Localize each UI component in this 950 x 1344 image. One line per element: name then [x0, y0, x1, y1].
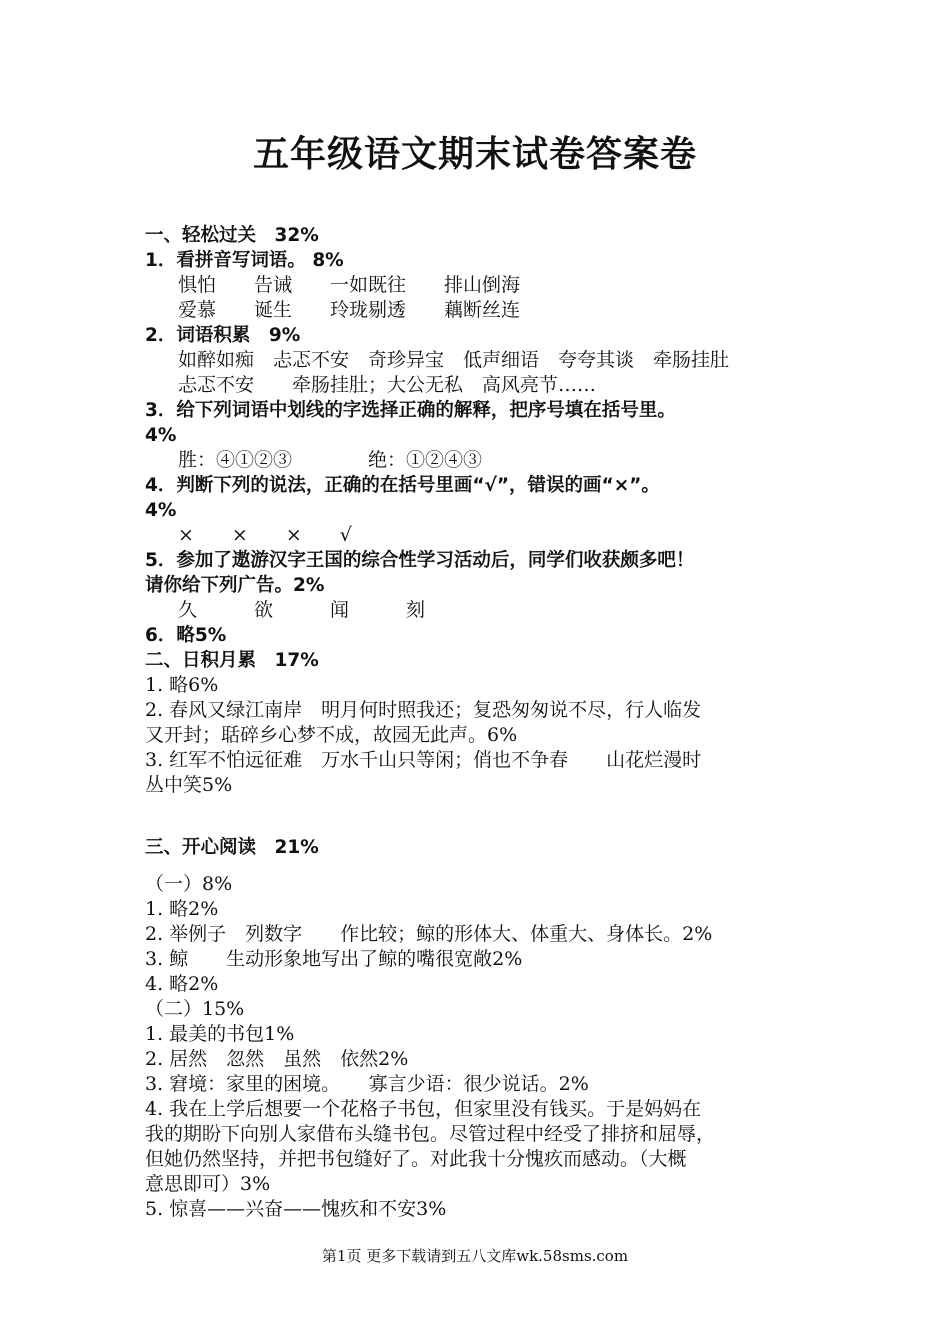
question-heading: 3．给下列词语中划线的字选择正确的解释，把序号填在括号里。 [145, 400, 676, 421]
question-heading: 5．参加了遨游汉字王国的综合性学习活动后，同学们收获颇多吧！ [145, 550, 695, 571]
answer-line: 5. 惊喜——兴奋——愧疚和不安3% [145, 1198, 447, 1220]
answer-line: 3. 鲸 生动形象地写出了鲸的嘴很宽敞2% [145, 948, 523, 970]
question-heading: 1．看拼音写词语。 8% [145, 250, 344, 271]
document-title: 五年级语文期末试卷答案卷 [252, 134, 697, 175]
answer-line: 但她仍然坚持，并把书包缝好了。对此我十分愧疚而感动。（大概 [145, 1148, 687, 1170]
question-heading: 请你给下列广告。2% [145, 575, 325, 596]
answer-line: 又开封；聒碎乡心梦不成，故园无此声。6% [145, 724, 518, 746]
answer-line: 1. 略2% [145, 898, 219, 920]
subsection-heading: （二）15% [145, 998, 245, 1020]
page-footer: 第1页 更多下载请到五八文库wk.58sms.com [321, 1247, 629, 1265]
answer-line: 3. 红军不怕远征难 万水千山只等闲；俏也不争春 山花烂漫时 [145, 749, 702, 771]
answer-line: 2. 居然 忽然 虽然 依然2% [145, 1048, 409, 1070]
section-heading: 三、开心阅读 21% [145, 837, 319, 858]
question-heading: 2．词语积累 9% [145, 325, 301, 346]
answer-line: 丛中笑5% [145, 774, 233, 796]
answer-line: 如醉如痴 忐忑不安 奇珍异宝 低声细语 夸夸其谈 牵肠挂肚 [178, 349, 730, 371]
answer-line: 4. 略2% [145, 973, 219, 995]
question-heading: 4．判断下列的说法，正确的在括号里画“√”，错误的画“×”。 [145, 475, 660, 496]
subsection-heading: （一）8% [145, 873, 233, 895]
answer-line: × × × √ [178, 524, 352, 546]
answer-line: 1. 略6% [145, 674, 219, 696]
answer-line: 胜：④①②③ 绝：①②④③ [178, 449, 483, 471]
answer-line: 惧怕 告诫 一如既往 排山倒海 [178, 274, 521, 296]
answer-line: 4. 我在上学后想要一个花格子书包，但家里没有钱买。于是妈妈在 [145, 1098, 702, 1120]
answer-line: 我的期盼下向别人家借布头缝书包。尽管过程中经受了排挤和屈辱， [145, 1123, 716, 1145]
answer-line: 爱慕 诞生 玲珑剔透 藕断丝连 [178, 299, 521, 321]
question-score: 4% [145, 500, 177, 521]
section-heading: 二、日积月累 17% [145, 650, 319, 671]
answer-line: 2. 春风又绿江南岸 明月何时照我还；复恐匆匆说不尽，行人临发 [145, 699, 702, 721]
section-heading: 一、轻松过关 32% [145, 225, 319, 246]
answer-line: 意思即可）3% [145, 1173, 271, 1195]
answer-line: 3. 窘境：家里的困境。 寡言少语：很少说话。2% [145, 1073, 589, 1095]
answer-line: 2. 举例子 列数字 作比较；鲸的形体大、体重大、身体长。2% [145, 923, 713, 945]
question-heading: 6．略5% [145, 625, 227, 646]
answer-line: 忐忑不安 牵肠挂肚；大公无私 高风亮节…… [178, 374, 597, 396]
question-score: 4% [145, 425, 177, 446]
answer-line: 久 欲 闻 刻 [178, 599, 426, 621]
answer-line: 1. 最美的书包1% [145, 1023, 295, 1045]
